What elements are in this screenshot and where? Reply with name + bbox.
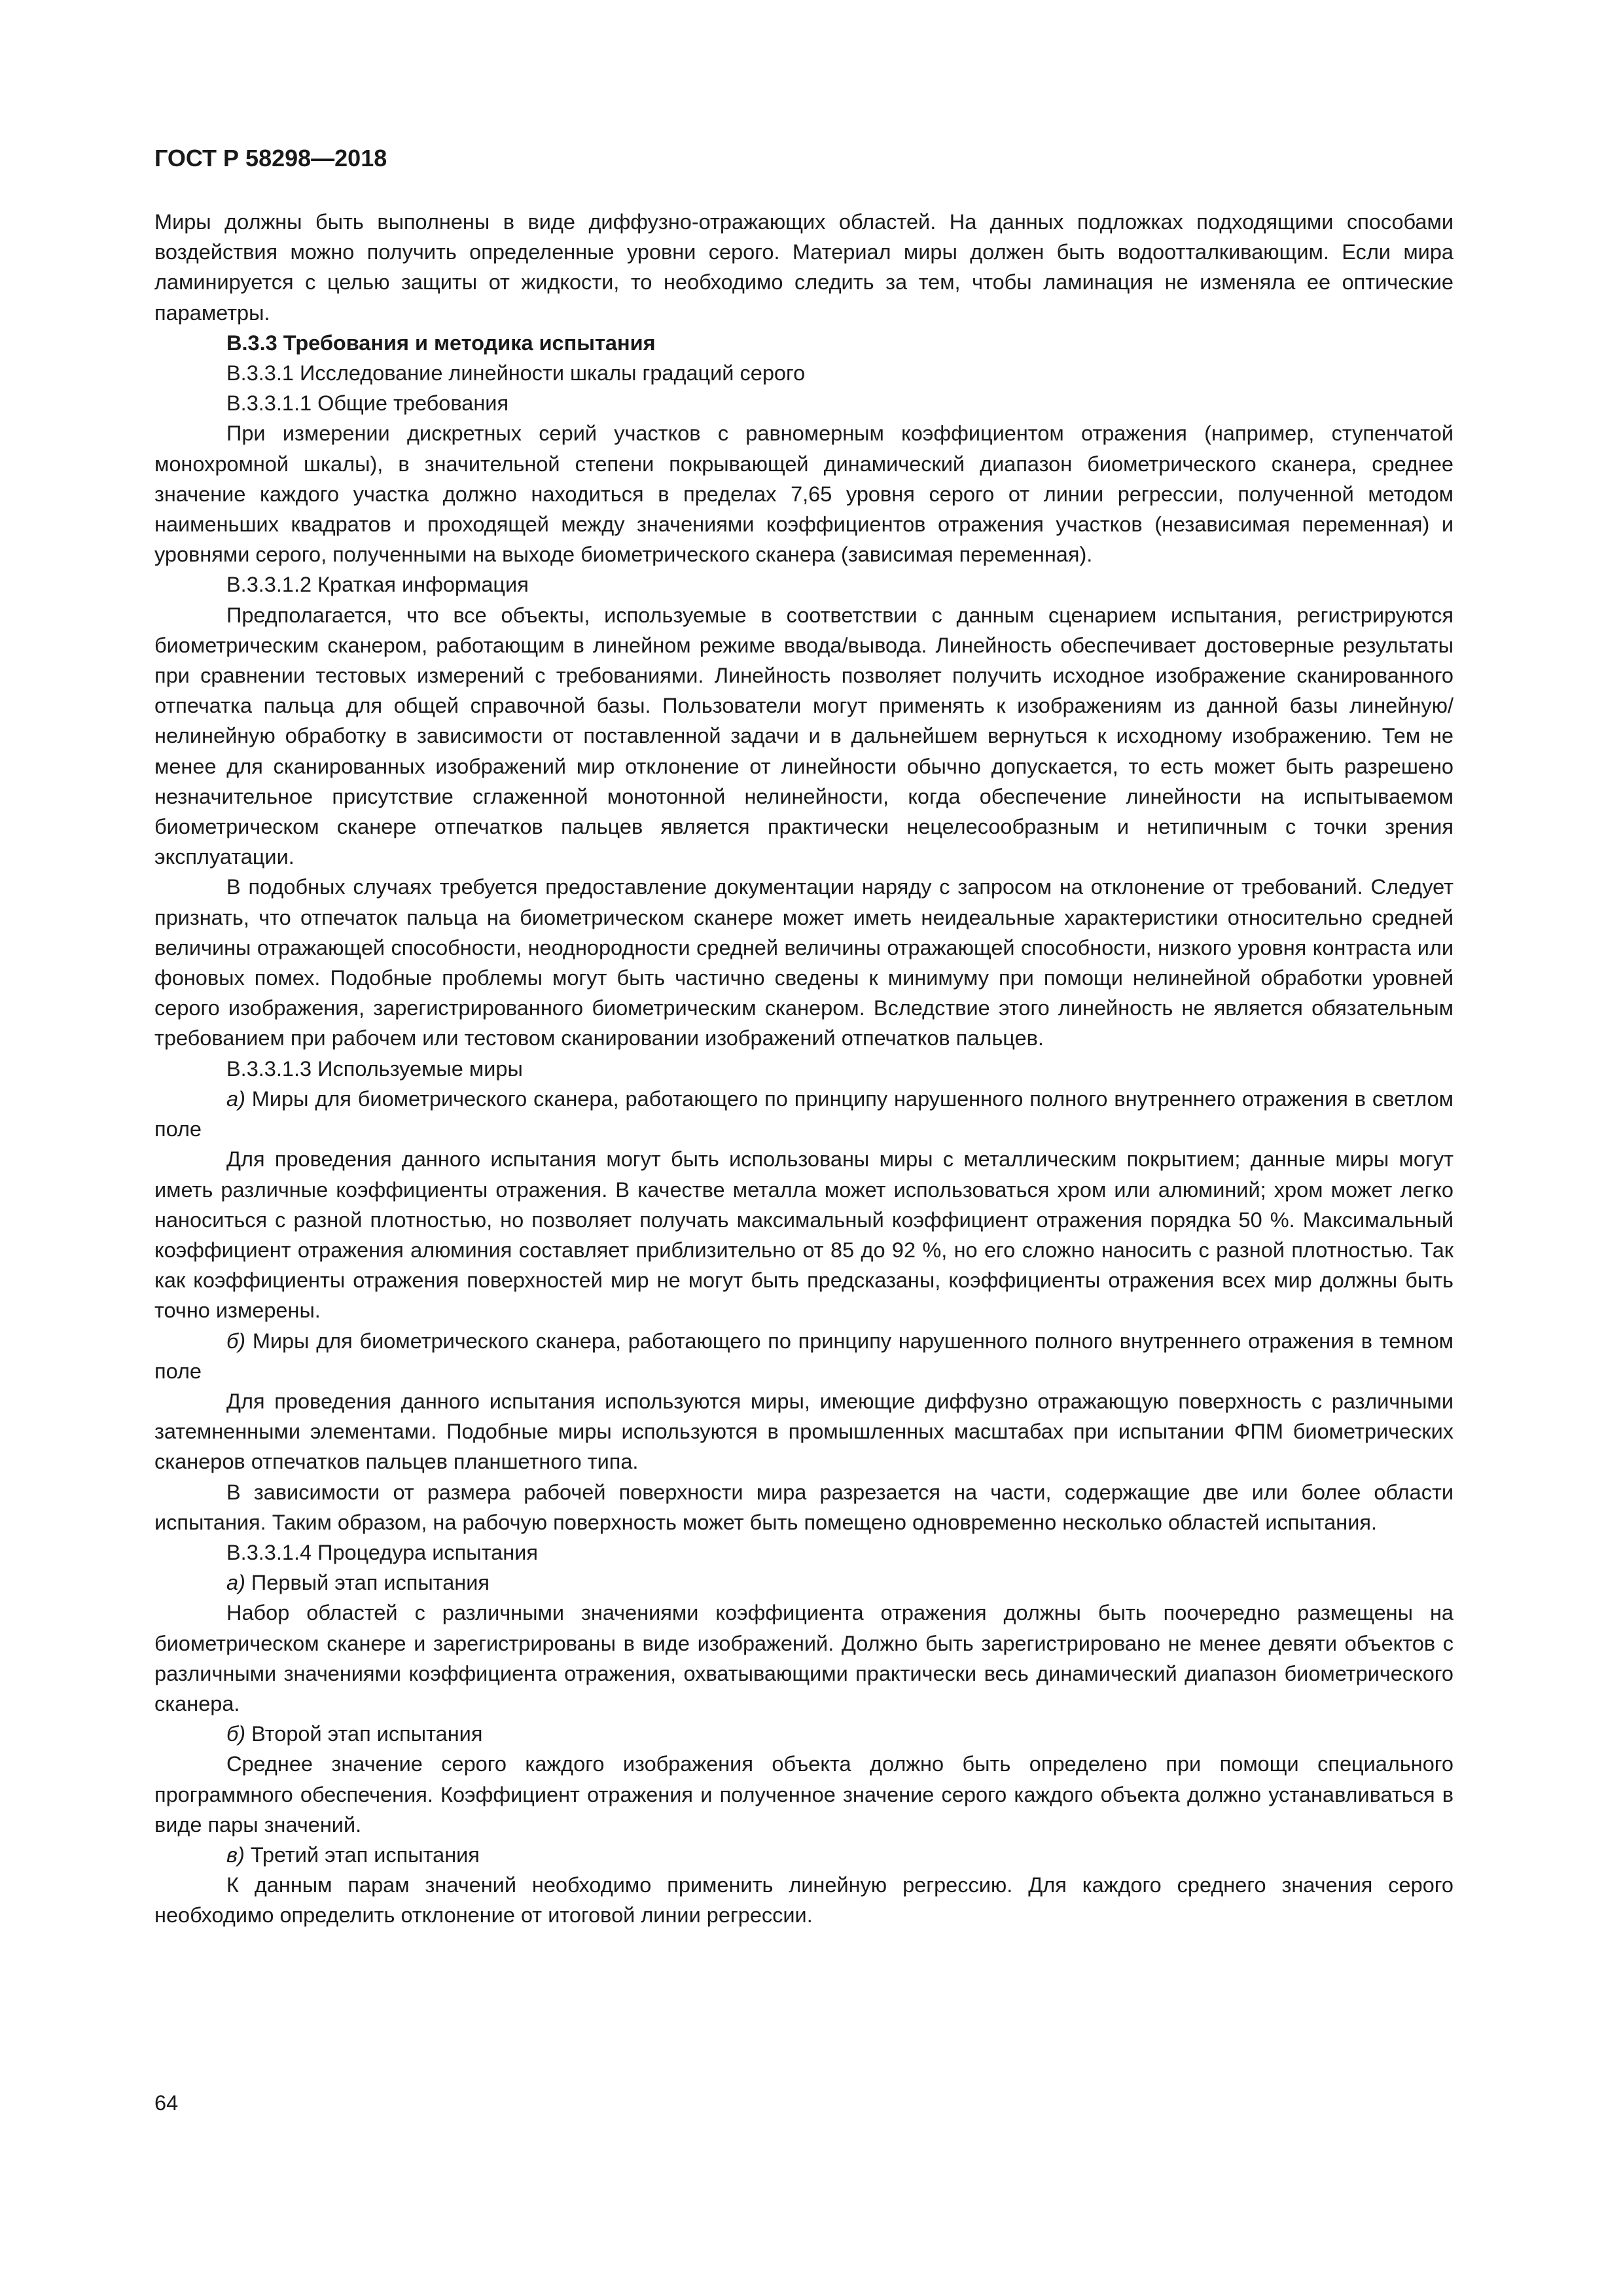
- list-item-text: Миры для биометрического сканера, работающего по принципу нарушенного полного внутреннего отражения в светлом поле: [154, 1086, 1454, 1141]
- list-marker: б): [226, 1722, 246, 1746]
- section-heading-b3312: В.3.3.1.2 Краткая информация: [226, 573, 529, 597]
- list-marker: а): [226, 1571, 245, 1595]
- section-heading-b3314: В.3.3.1.4 Процедура испытания: [226, 1540, 538, 1564]
- section-heading-b331: В.3.3.1 Исследование линейности шкалы градаций серого: [226, 361, 806, 386]
- paragraph-metal-coating: Для проведения данного испытания могут быть использованы миры с металлическим покрытием; данные миры могут иметь различные коэффициенты отражения. В качестве металла может использоваться хром или алюминий; хром может легко наноситься с разной плотностью, но позволяет получать максимальный коэффициент отражения порядка 50 %. Максимальный коэффициент отражения алюминия составляет приблизительно от 85 до 92 %, но его сложно наносить с разной плотностью. Так как коэффициенты отражения поверхностей мир не могут быть предсказаны, коэффициенты отражения всех мир должны быть точно измерены.: [154, 1147, 1454, 1323]
- list-item-text: Третий этап испытания: [244, 1842, 480, 1867]
- paragraph-step-b: Среднее значение серого каждого изображения объекта должно быть определено при помощи специального программного обеспечения. Коэффициент отражения и полученное значение серого каждого объекта должно устанавливаться в виде пары значений.: [154, 1752, 1454, 1837]
- list-item-step-c: [154, 1840, 1454, 1870]
- list-item-text: Второй этап испытания: [245, 1722, 483, 1746]
- paragraph-general-requirements: При измерении дискретных серий участков с равномерным коэффициентом отражения (например, ступенчатой монохромной шкалы), в значительной степени покрывающей динамический диапазон биометрического сканера, среднее значение каждого участка должно находиться в пределах 7,65 уровня серого от линии регрессии, полученной методом наименьших квадратов и проходящей между значениями коэффициентов отражения участков (независимая переменная) и уровнями серого, полученными на выходе биометрического сканера (зависимая переменная).: [154, 422, 1454, 567]
- list-item-text: Первый этап испытания: [245, 1571, 490, 1595]
- paragraph-brief-info: Предполагается, что все объекты, используемые в соответствии с данным сценарием испытания, регистрируются биометрическим сканером, работающим в линейном режиме ввода/вывода. Линейность обеспечивает достоверные результаты при сравнении тестовых измерений с требованиями. Линейность позволяет получить исходное изображение сканированного отпечатка пальца для общей справочной базы. Пользователи могут применять к изображениям из данной базы линейную/нелинейную обработку в зависимости от поставленной задачи и в дальнейшем вернуться к исходному изображению. Тем не менее для сканированных изображений мир отклонение от линейности обычно допускается, то есть может быть разрешено незначительное присутствие сглаженной монотонной нелинейности, когда обеспечение линейности на испытываемом биометрическом сканере отпечатков пальцев является практически нецелесообразным и нетипичным с точки зрения эксплуатации.: [154, 603, 1454, 869]
- list-item-step-b: [154, 1719, 1454, 1749]
- section-heading-b3311: В.3.3.1.1 Общие требования: [226, 391, 509, 416]
- list-marker: а): [226, 1086, 245, 1111]
- list-marker: в): [226, 1842, 245, 1867]
- list-item-text: Миры для биометрического сканера, работающего по принципу нарушенного полного внутреннего отражения в темном поле: [154, 1329, 1454, 1383]
- paragraph-deviation-docs: В подобных случаях требуется предоставление документации наряду с запросом на отклонение от требований. Следует признать, что отпечаток пальца на биометрическом сканере может иметь неидеальные характеристики относительно средней величины отражающей способности, неоднородности средней величины отражающей способности, низкого уровня контраста или фоновых помех. Подобные проблемы могут быть частично сведены к минимуму при помощи нелинейной обработки уровней серого изображения, зарегистрированного биометрическим сканером. Вследствие этого линейность не является обязательным требованием при рабочем или тестовом сканировании изображений отпечатков пальцев.: [154, 875, 1454, 1050]
- list-item-step-a: [154, 1568, 1454, 1598]
- document-page: [154, 144, 1454, 1931]
- paragraph-work-surface: В зависимости от размера рабочей поверхности мира разрезается на части, содержащие две или более области испытания. Таким образом, на рабочую поверхность может быть помещено одновременно несколько областей испытания.: [154, 1480, 1454, 1534]
- section-heading-b33: В.3.3 Требования и методика испытания: [226, 331, 656, 355]
- page-number: 64: [154, 2091, 179, 2115]
- list-item-a-bright-field: [154, 1084, 1454, 1144]
- section-heading-b3313: В.3.3.1.3 Используемые миры: [226, 1056, 523, 1081]
- list-marker: б): [226, 1329, 246, 1353]
- document-body: [154, 207, 1454, 1931]
- paragraph-diffuse-surface: Для проведения данного испытания используются миры, имеющие диффузно отражающую поверхность с различными затемненными элементами. Подобные миры используются в промышленных масштабах при испытании ФПМ биометрических сканеров отпечатков пальцев планшетного типа.: [154, 1389, 1454, 1474]
- document-code: ГОСТ Р 58298—2018: [154, 145, 387, 171]
- paragraph-step-a: Набор областей с различными значениями коэффициента отражения должны быть поочередно размещены на биометрическом сканере и зарегистрированы в виде изображений. Должно быть зарегистрировано не менее девяти объектов с различными значениями коэффициента отражения, охватывающими практически весь динамический диапазон биометрического сканера.: [154, 1601, 1454, 1715]
- paragraph-mira-material: Миры должны быть выполнены в виде диффузно-отражающих областей. На данных подложках подходящими способами воздействия можно получить определенные уровни серого. Материал миры должен быть водоотталкивающим. Если мира ламинируется с целью защиты от жидкости, то необходимо следить за тем, чтобы ламинация не изменяла ее оптические параметры.: [154, 210, 1454, 325]
- list-item-b-dark-field: [154, 1326, 1454, 1386]
- paragraph-step-c: К данным парам значений необходимо применить линейную регрессию. Для каждого среднего значения серого необходимо определить отклонение от итоговой линии регрессии.: [154, 1873, 1454, 1928]
